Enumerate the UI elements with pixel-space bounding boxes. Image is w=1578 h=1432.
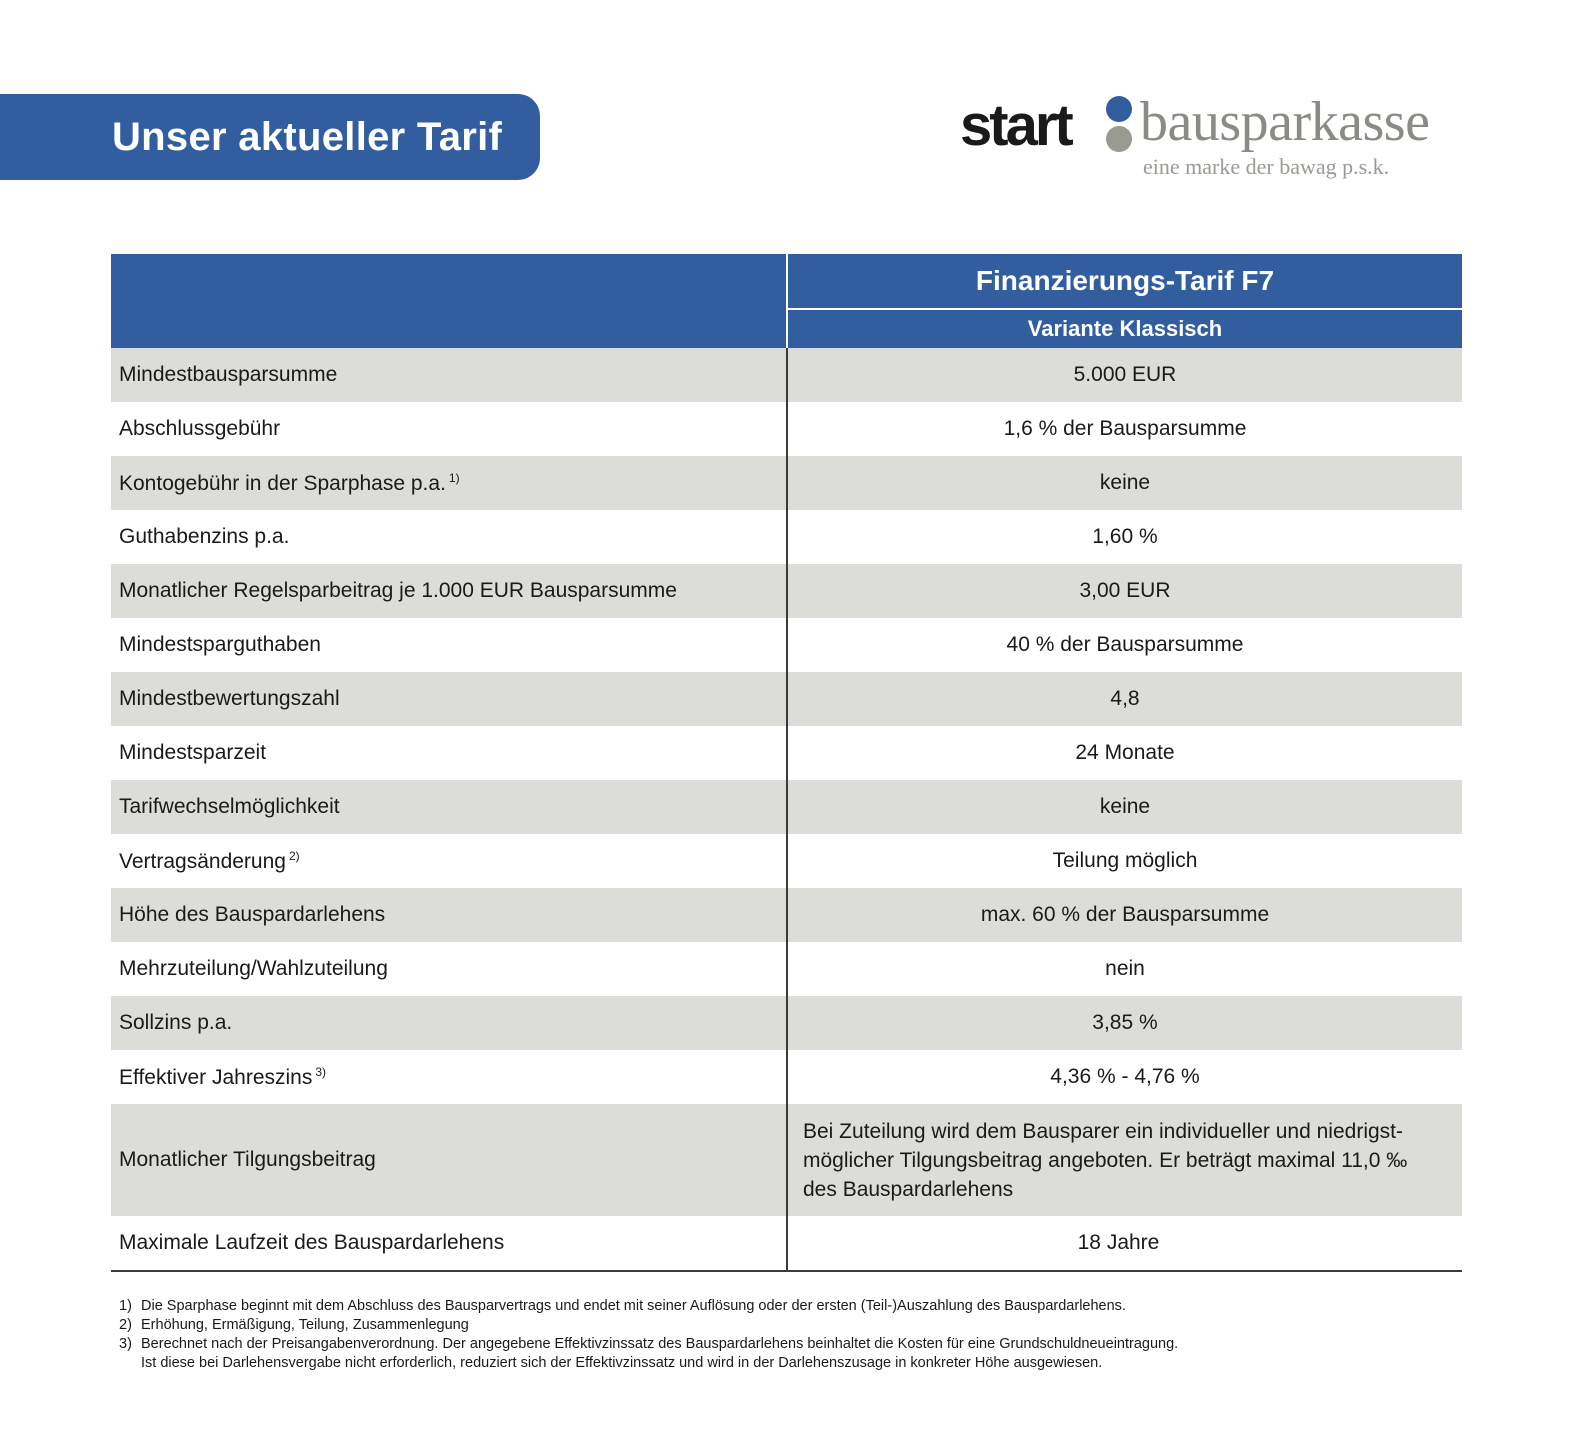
footnote (119, 1297, 1419, 1316)
footnote-number: 1) (119, 1298, 132, 1314)
row-label: Monatlicher Regelsparbeitrag je 1.000 EUR Bausparsumme (111, 564, 787, 618)
row-value: 4,36 % - 4,76 % (1050, 1065, 1200, 1088)
row-label: Guthabenzins p.a. (111, 510, 787, 564)
footnote-ref: 2) (288, 848, 300, 863)
row-value: 1,6 % der Bausparsumme (1003, 417, 1247, 440)
page-title: Unser aktueller Tarif (112, 114, 503, 159)
row-label: Effektiver Jahreszins $^{3)}$ (111, 1050, 787, 1104)
table-row (111, 510, 1462, 564)
row-label: Mindestbausparsumme (111, 348, 787, 402)
row-label: Mindestsparzeit (111, 726, 787, 780)
logo-dot-blue-icon (1106, 96, 1132, 122)
footnote-ref: 3) (315, 1064, 327, 1079)
logo-product-text: bausparkasse (1140, 91, 1430, 153)
row-label: Mehrzuteilung/Wahlzuteilung (111, 942, 787, 996)
footnotes (119, 1297, 1419, 1373)
table-row (111, 834, 1462, 888)
footnote (119, 1316, 1419, 1335)
row-label: Mindestbewertungszahl (111, 672, 787, 726)
footnote (119, 1335, 1419, 1373)
row-value: 40 % der Bausparsumme (1006, 633, 1244, 656)
row-label: Maximale Laufzeit des Bauspardarlehens (111, 1216, 787, 1271)
table-row (111, 456, 1462, 510)
row-label: Höhe des Bauspardarlehens (111, 888, 787, 942)
row-value: nein (1105, 957, 1145, 980)
title-banner (0, 94, 540, 180)
footnote-text: Die Sparphase beginnt mit dem Abschluss des Bausparvertrags und endet mit seiner Auflösung oder der ersten (Teil-)Auszahlung des Bauspardarlehens. (141, 1298, 1126, 1314)
table-row (111, 564, 1462, 618)
footnote-text: Erhöhung, Ermäßigung, Teilung, Zusammenlegung (141, 1317, 469, 1333)
row-label: Mindestsparguthaben (111, 618, 787, 672)
tariff-table (111, 254, 1462, 1272)
row-value: 3,00 EUR (787, 564, 1462, 618)
table-row (111, 1216, 1462, 1271)
table-row (111, 780, 1462, 834)
row-label: Vertragsänderung $^{2)}$ (111, 834, 787, 888)
table-row (111, 996, 1462, 1050)
row-value: keine (787, 456, 1462, 510)
row-label: Sollzins p.a. (111, 996, 787, 1050)
row-value: max. 60 % der Bausparsumme (787, 888, 1462, 942)
table-row (111, 942, 1462, 996)
table-row (111, 618, 1462, 672)
table-row (111, 348, 1462, 402)
row-value: 5.000 EUR (787, 348, 1462, 402)
table-row (111, 672, 1462, 726)
row-label: Kontogebühr in der Sparphase p.a. $^{1)}$ (111, 456, 787, 510)
row-label: Abschlussgebühr (111, 402, 787, 456)
tariff-header-subtitle: Variante Klassisch (787, 309, 1462, 348)
footnote-ref: 1) (448, 470, 460, 485)
header-blank-cell (111, 254, 787, 348)
footnote-text: Berechnet nach der Preisangabenverordnung. Der angegebene Effektivzinssatz des Bauspardarlehens beinhaltet die Kosten für eine Grundschuldneueintragung. Ist diese bei Darlehensvergabe nicht erforderlich, reduziert sich der Effektivzinssatz und wird in der Darlehenszusage in konkreter Höhe ausgewiesen. (141, 1336, 1179, 1371)
table-row (111, 1050, 1462, 1104)
table-row (111, 402, 1462, 456)
row-value: Bei Zuteilung wird dem Bausparer ein individueller und niedrigst-möglicher Tilgungsbeitrag angeboten. Er beträgt maximal 11,0 ‰ des Bauspardarlehens (787, 1104, 1462, 1216)
row-value: 24 Monate (1075, 741, 1175, 764)
row-value: keine (787, 780, 1462, 834)
row-label: Tarifwechselmöglichkeit (111, 780, 787, 834)
row-label: Monatlicher Tilgungsbeitrag (111, 1104, 787, 1216)
table-row (111, 888, 1462, 942)
footnote-number: 2) (119, 1317, 132, 1333)
table-row (111, 1104, 1462, 1216)
tariff-header-title: Finanzierungs-Tarif F7 (787, 254, 1462, 309)
logo-dot-gray-icon (1106, 126, 1132, 152)
footnote-number: 3) (119, 1336, 132, 1352)
row-value: Teilung möglich (1052, 849, 1198, 872)
row-value: 4,8 (787, 672, 1462, 726)
logo-brand-text: start (960, 93, 1071, 158)
row-value: 3,85 % (787, 996, 1462, 1050)
row-value: 18 Jahre (787, 1216, 1462, 1271)
logo-tagline: eine marke der bawag p.s.k. (1143, 154, 1390, 179)
row-value: 1,60 % (1092, 525, 1158, 548)
table-row (111, 726, 1462, 780)
brand-logo (960, 92, 1480, 192)
